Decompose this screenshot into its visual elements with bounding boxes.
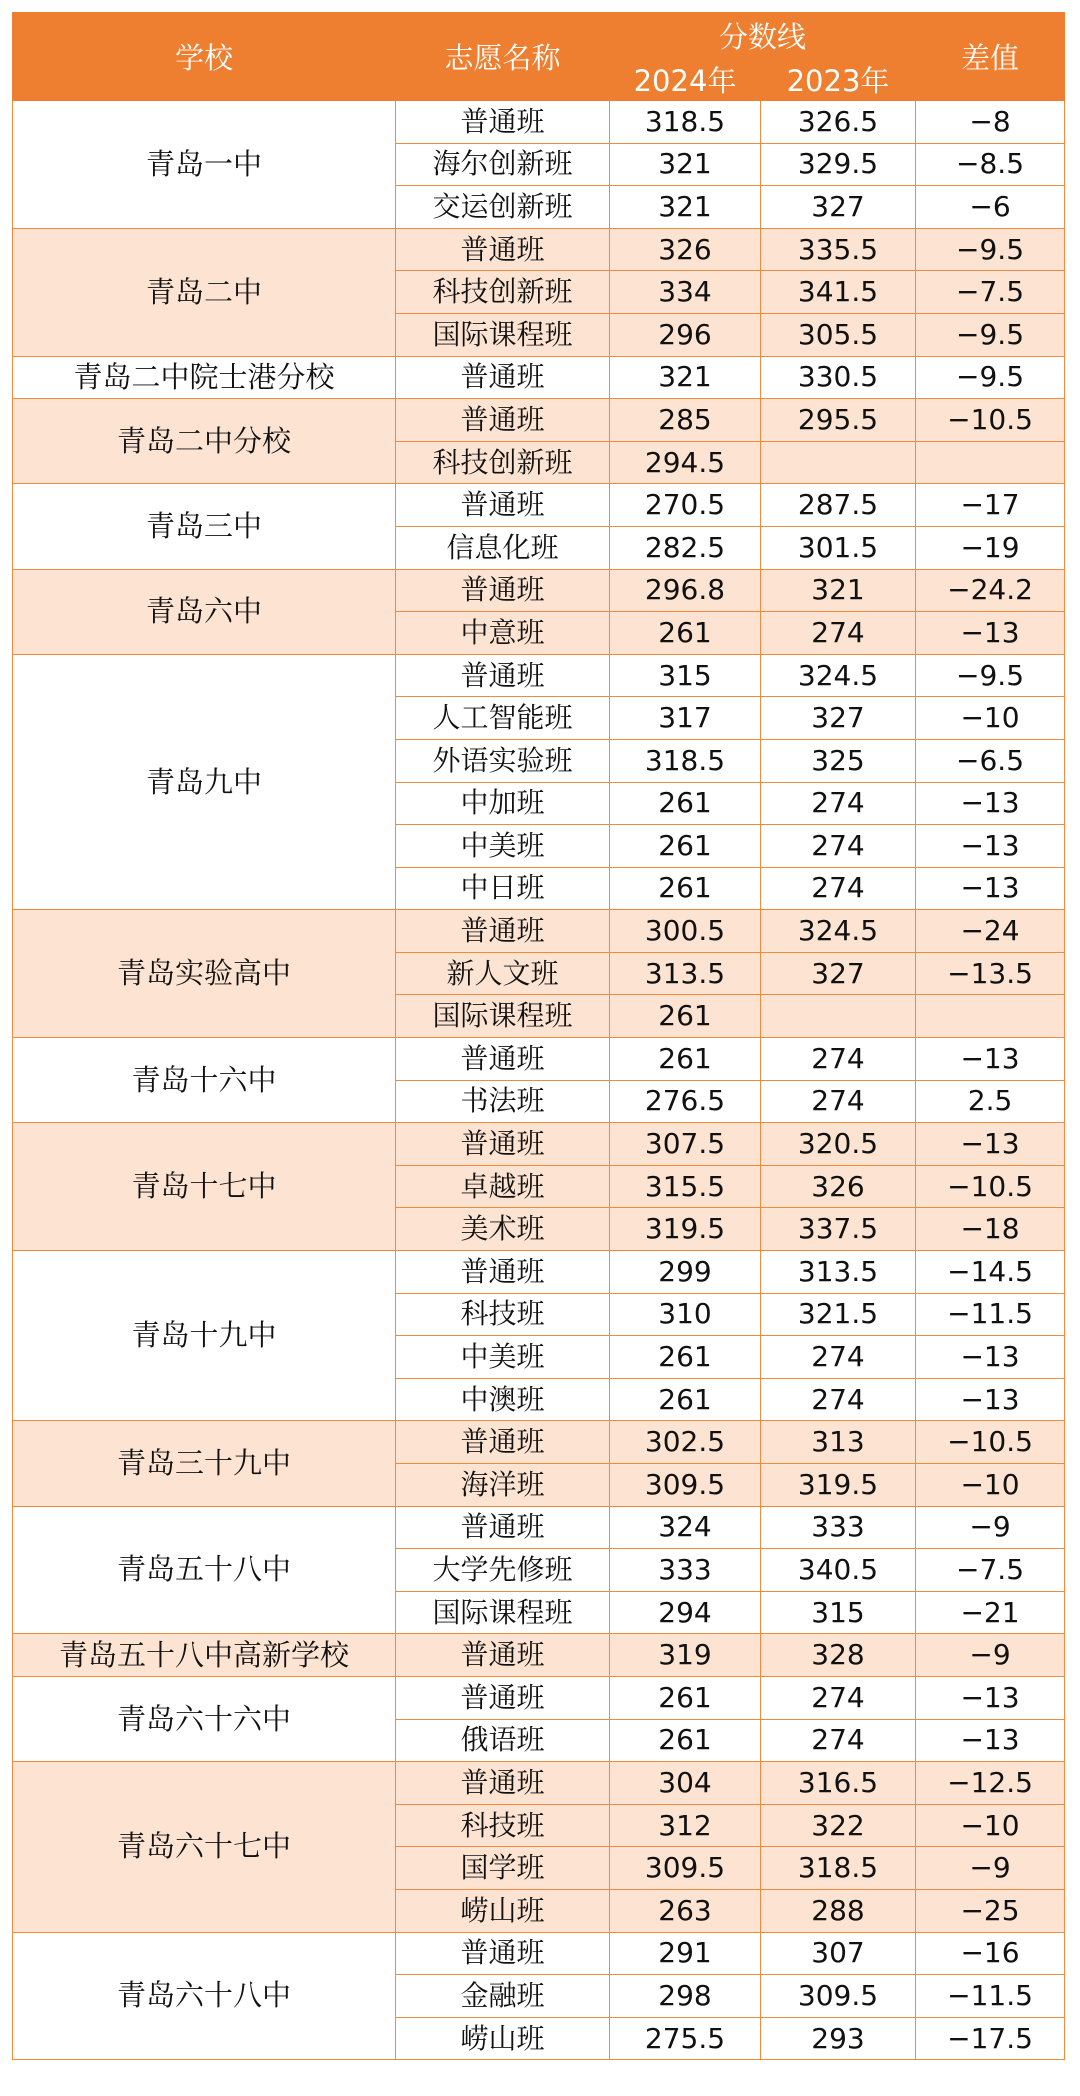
program-cell: 崂山班 bbox=[396, 2017, 610, 2060]
score-2024-cell: 318.5 bbox=[610, 101, 761, 144]
diff-cell: −13 bbox=[916, 1676, 1065, 1719]
score-2024-cell: 294 bbox=[610, 1591, 761, 1634]
score-2023-cell bbox=[761, 441, 916, 484]
diff-cell: −9.5 bbox=[916, 356, 1065, 399]
score-2023-cell: 324.5 bbox=[761, 654, 916, 697]
program-cell: 俄语班 bbox=[396, 1719, 610, 1762]
score-2024-cell: 302.5 bbox=[610, 1421, 761, 1464]
score-2024-cell: 261 bbox=[610, 1719, 761, 1762]
diff-cell: −10 bbox=[916, 1464, 1065, 1507]
score-2024-cell: 334 bbox=[610, 271, 761, 314]
score-2024-cell: 318.5 bbox=[610, 739, 761, 782]
diff-cell: −6 bbox=[916, 186, 1065, 229]
school-name-cell: 青岛十七中 bbox=[13, 1123, 396, 1251]
program-cell: 国际课程班 bbox=[396, 1591, 610, 1634]
score-2023-cell: 274 bbox=[761, 1378, 916, 1421]
diff-cell bbox=[916, 995, 1065, 1038]
program-cell: 外语实验班 bbox=[396, 739, 610, 782]
program-cell: 普通班 bbox=[396, 1762, 610, 1805]
program-cell: 新人文班 bbox=[396, 952, 610, 995]
score-2024-cell: 299 bbox=[610, 1251, 761, 1294]
program-cell: 崂山班 bbox=[396, 1889, 610, 1932]
diff-cell: −8.5 bbox=[916, 143, 1065, 186]
score-2023-cell: 340.5 bbox=[761, 1549, 916, 1592]
table-row bbox=[13, 356, 1065, 399]
table-row bbox=[13, 910, 1065, 953]
diff-cell: −19 bbox=[916, 526, 1065, 569]
diff-cell: −24.2 bbox=[916, 569, 1065, 612]
program-cell: 普通班 bbox=[396, 1251, 610, 1294]
score-2023-cell: 274 bbox=[761, 1336, 916, 1379]
program-cell: 科技班 bbox=[396, 1804, 610, 1847]
score-2024-cell: 317 bbox=[610, 697, 761, 740]
diff-cell: −10.5 bbox=[916, 399, 1065, 442]
school-name-cell: 青岛实验高中 bbox=[13, 910, 396, 1038]
diff-cell: −9 bbox=[916, 1506, 1065, 1549]
header-year-2023: 2023年 bbox=[761, 58, 916, 101]
diff-cell: −13 bbox=[916, 825, 1065, 868]
score-2024-cell: 310 bbox=[610, 1293, 761, 1336]
program-cell: 美术班 bbox=[396, 1208, 610, 1251]
score-2023-cell: 309.5 bbox=[761, 1975, 916, 2018]
table-row bbox=[13, 1421, 1065, 1464]
diff-cell: −9.5 bbox=[916, 228, 1065, 271]
score-2024-cell: 300.5 bbox=[610, 910, 761, 953]
score-2024-cell: 333 bbox=[610, 1549, 761, 1592]
score-2024-cell: 321 bbox=[610, 356, 761, 399]
program-cell: 普通班 bbox=[396, 484, 610, 527]
score-2023-cell: 313.5 bbox=[761, 1251, 916, 1294]
diff-cell: −9.5 bbox=[916, 654, 1065, 697]
school-name-cell: 青岛二中院士港分校 bbox=[13, 356, 396, 399]
score-2023-cell: 274 bbox=[761, 1080, 916, 1123]
diff-cell: −13 bbox=[916, 1336, 1065, 1379]
score-2024-cell: 294.5 bbox=[610, 441, 761, 484]
score-2023-cell: 324.5 bbox=[761, 910, 916, 953]
diff-cell: −8 bbox=[916, 101, 1065, 144]
program-cell: 普通班 bbox=[396, 1676, 610, 1719]
program-cell: 中美班 bbox=[396, 1336, 610, 1379]
diff-cell bbox=[916, 441, 1065, 484]
program-cell: 中日班 bbox=[396, 867, 610, 910]
diff-cell: −9 bbox=[916, 1634, 1065, 1677]
table-row bbox=[13, 101, 1065, 144]
program-cell: 普通班 bbox=[396, 910, 610, 953]
score-2023-cell: 274 bbox=[761, 867, 916, 910]
diff-cell: −13 bbox=[916, 1719, 1065, 1762]
score-2023-cell: 293 bbox=[761, 2017, 916, 2060]
program-cell: 中加班 bbox=[396, 782, 610, 825]
score-2023-cell: 307 bbox=[761, 1932, 916, 1975]
table-row bbox=[13, 1634, 1065, 1677]
program-cell: 普通班 bbox=[396, 1038, 610, 1081]
diff-cell: −17 bbox=[916, 484, 1065, 527]
program-cell: 普通班 bbox=[396, 399, 610, 442]
score-2024-cell: 282.5 bbox=[610, 526, 761, 569]
table-row bbox=[13, 569, 1065, 612]
score-2023-cell: 328 bbox=[761, 1634, 916, 1677]
program-cell: 大学先修班 bbox=[396, 1549, 610, 1592]
program-cell: 国际课程班 bbox=[396, 995, 610, 1038]
diff-cell: −17.5 bbox=[916, 2017, 1065, 2060]
score-2024-cell: 307.5 bbox=[610, 1123, 761, 1166]
header-score-line: 分数线 bbox=[610, 13, 916, 58]
diff-cell: −7.5 bbox=[916, 1549, 1065, 1592]
diff-cell: −24 bbox=[916, 910, 1065, 953]
table-row bbox=[13, 1123, 1065, 1166]
program-cell: 普通班 bbox=[396, 1421, 610, 1464]
score-2024-cell: 261 bbox=[610, 782, 761, 825]
program-cell: 普通班 bbox=[396, 356, 610, 399]
header-program: 志愿名称 bbox=[396, 13, 610, 101]
diff-cell: −16 bbox=[916, 1932, 1065, 1975]
diff-cell: −10.5 bbox=[916, 1165, 1065, 1208]
score-2023-cell: 335.5 bbox=[761, 228, 916, 271]
school-name-cell: 青岛六中 bbox=[13, 569, 396, 654]
program-cell: 科技创新班 bbox=[396, 441, 610, 484]
score-2023-cell: 321.5 bbox=[761, 1293, 916, 1336]
program-cell: 信息化班 bbox=[396, 526, 610, 569]
score-2023-cell: 327 bbox=[761, 697, 916, 740]
table-row bbox=[13, 1038, 1065, 1081]
school-name-cell: 青岛三中 bbox=[13, 484, 396, 569]
score-2024-cell: 312 bbox=[610, 1804, 761, 1847]
school-name-cell: 青岛六十六中 bbox=[13, 1676, 396, 1761]
score-2023-cell: 295.5 bbox=[761, 399, 916, 442]
school-name-cell: 青岛一中 bbox=[13, 101, 396, 229]
school-name-cell: 青岛五十八中 bbox=[13, 1506, 396, 1634]
score-2023-cell: 327 bbox=[761, 952, 916, 995]
school-name-cell: 青岛六十八中 bbox=[13, 1932, 396, 2060]
score-2024-cell: 276.5 bbox=[610, 1080, 761, 1123]
score-2024-cell: 315.5 bbox=[610, 1165, 761, 1208]
score-2024-cell: 313.5 bbox=[610, 952, 761, 995]
diff-cell: −12.5 bbox=[916, 1762, 1065, 1805]
score-table-container bbox=[12, 12, 1064, 2060]
score-2024-cell: 261 bbox=[610, 995, 761, 1038]
school-name-cell: 青岛二中 bbox=[13, 228, 396, 356]
score-2024-cell: 261 bbox=[610, 867, 761, 910]
program-cell: 书法班 bbox=[396, 1080, 610, 1123]
score-2024-cell: 304 bbox=[610, 1762, 761, 1805]
table-row bbox=[13, 1932, 1065, 1975]
diff-cell: 2.5 bbox=[916, 1080, 1065, 1123]
program-cell: 普通班 bbox=[396, 569, 610, 612]
diff-cell: −13 bbox=[916, 782, 1065, 825]
diff-cell: −13 bbox=[916, 1123, 1065, 1166]
score-2023-cell: 318.5 bbox=[761, 1847, 916, 1890]
diff-cell: −6.5 bbox=[916, 739, 1065, 782]
diff-cell: −13.5 bbox=[916, 952, 1065, 995]
score-2024-cell: 275.5 bbox=[610, 2017, 761, 2060]
header-diff: 差值 bbox=[916, 13, 1065, 101]
program-cell: 中美班 bbox=[396, 825, 610, 868]
score-2023-cell: 288 bbox=[761, 1889, 916, 1932]
score-2024-cell: 285 bbox=[610, 399, 761, 442]
program-cell: 国学班 bbox=[396, 1847, 610, 1890]
score-2023-cell: 287.5 bbox=[761, 484, 916, 527]
score-2023-cell: 274 bbox=[761, 825, 916, 868]
program-cell: 海洋班 bbox=[396, 1464, 610, 1507]
program-cell: 海尔创新班 bbox=[396, 143, 610, 186]
score-2023-cell: 321 bbox=[761, 569, 916, 612]
program-cell: 科技班 bbox=[396, 1293, 610, 1336]
table-row bbox=[13, 1506, 1065, 1549]
table-row bbox=[13, 399, 1065, 442]
score-2024-cell: 321 bbox=[610, 143, 761, 186]
program-cell: 国际课程班 bbox=[396, 313, 610, 356]
score-2024-cell: 261 bbox=[610, 1378, 761, 1421]
table-row bbox=[13, 654, 1065, 697]
table-row bbox=[13, 1762, 1065, 1805]
score-2024-cell: 261 bbox=[610, 612, 761, 655]
program-cell: 普通班 bbox=[396, 1932, 610, 1975]
score-2024-cell: 309.5 bbox=[610, 1464, 761, 1507]
diff-cell: −21 bbox=[916, 1591, 1065, 1634]
score-2023-cell: 326 bbox=[761, 1165, 916, 1208]
school-name-cell: 青岛二中分校 bbox=[13, 399, 396, 484]
score-2023-cell: 274 bbox=[761, 1038, 916, 1081]
diff-cell: −14.5 bbox=[916, 1251, 1065, 1294]
diff-cell: −18 bbox=[916, 1208, 1065, 1251]
score-2023-cell: 274 bbox=[761, 1719, 916, 1762]
score-2024-cell: 324 bbox=[610, 1506, 761, 1549]
program-cell: 普通班 bbox=[396, 101, 610, 144]
score-2023-cell: 274 bbox=[761, 612, 916, 655]
score-2023-cell: 274 bbox=[761, 1676, 916, 1719]
header-year-2024: 2024年 bbox=[610, 58, 761, 101]
program-cell: 普通班 bbox=[396, 1634, 610, 1677]
diff-cell: −11.5 bbox=[916, 1293, 1065, 1336]
diff-cell: −13 bbox=[916, 612, 1065, 655]
score-2024-cell: 296 bbox=[610, 313, 761, 356]
score-2023-cell: 325 bbox=[761, 739, 916, 782]
diff-cell: −10 bbox=[916, 1804, 1065, 1847]
program-cell: 人工智能班 bbox=[396, 697, 610, 740]
score-2024-cell: 261 bbox=[610, 825, 761, 868]
score-2024-cell: 270.5 bbox=[610, 484, 761, 527]
score-2024-cell: 291 bbox=[610, 1932, 761, 1975]
program-cell: 普通班 bbox=[396, 1123, 610, 1166]
score-2023-cell: 326.5 bbox=[761, 101, 916, 144]
program-cell: 普通班 bbox=[396, 654, 610, 697]
header-school: 学校 bbox=[13, 13, 396, 101]
score-2023-cell: 313 bbox=[761, 1421, 916, 1464]
school-name-cell: 青岛三十九中 bbox=[13, 1421, 396, 1506]
table-row bbox=[13, 228, 1065, 271]
score-2023-cell: 305.5 bbox=[761, 313, 916, 356]
diff-cell: −9 bbox=[916, 1847, 1065, 1890]
score-2023-cell: 320.5 bbox=[761, 1123, 916, 1166]
school-name-cell: 青岛十九中 bbox=[13, 1251, 396, 1421]
score-2024-cell: 261 bbox=[610, 1038, 761, 1081]
score-2024-cell: 298 bbox=[610, 1975, 761, 2018]
score-2024-cell: 261 bbox=[610, 1336, 761, 1379]
score-2024-cell: 296.8 bbox=[610, 569, 761, 612]
school-name-cell: 青岛六十七中 bbox=[13, 1762, 396, 1932]
score-2023-cell: 274 bbox=[761, 782, 916, 825]
score-2023-cell: 316.5 bbox=[761, 1762, 916, 1805]
program-cell: 金融班 bbox=[396, 1975, 610, 2018]
score-2023-cell: 319.5 bbox=[761, 1464, 916, 1507]
program-cell: 普通班 bbox=[396, 1506, 610, 1549]
diff-cell: −25 bbox=[916, 1889, 1065, 1932]
school-name-cell: 青岛十六中 bbox=[13, 1038, 396, 1123]
score-2024-cell: 319 bbox=[610, 1634, 761, 1677]
diff-cell: −13 bbox=[916, 1378, 1065, 1421]
program-cell: 卓越班 bbox=[396, 1165, 610, 1208]
table-row bbox=[13, 1251, 1065, 1294]
diff-cell: −13 bbox=[916, 1038, 1065, 1081]
score-2024-cell: 315 bbox=[610, 654, 761, 697]
score-2023-cell bbox=[761, 995, 916, 1038]
score-2024-cell: 326 bbox=[610, 228, 761, 271]
score-2023-cell: 333 bbox=[761, 1506, 916, 1549]
score-2023-cell: 329.5 bbox=[761, 143, 916, 186]
score-2024-cell: 321 bbox=[610, 186, 761, 229]
score-2023-cell: 330.5 bbox=[761, 356, 916, 399]
score-2024-cell: 309.5 bbox=[610, 1847, 761, 1890]
school-name-cell: 青岛五十八中高新学校 bbox=[13, 1634, 396, 1677]
table-row bbox=[13, 1676, 1065, 1719]
program-cell: 科技创新班 bbox=[396, 271, 610, 314]
score-2023-cell: 341.5 bbox=[761, 271, 916, 314]
diff-cell: −7.5 bbox=[916, 271, 1065, 314]
diff-cell: −11.5 bbox=[916, 1975, 1065, 2018]
diff-cell: −13 bbox=[916, 867, 1065, 910]
school-name-cell: 青岛九中 bbox=[13, 654, 396, 910]
score-2023-cell: 322 bbox=[761, 1804, 916, 1847]
program-cell: 中意班 bbox=[396, 612, 610, 655]
diff-cell: −9.5 bbox=[916, 313, 1065, 356]
score-table bbox=[12, 12, 1065, 2060]
score-2023-cell: 337.5 bbox=[761, 1208, 916, 1251]
table-row bbox=[13, 484, 1065, 527]
score-2024-cell: 263 bbox=[610, 1889, 761, 1932]
table-body bbox=[13, 101, 1065, 2060]
program-cell: 普通班 bbox=[396, 228, 610, 271]
score-2023-cell: 301.5 bbox=[761, 526, 916, 569]
score-2024-cell: 261 bbox=[610, 1676, 761, 1719]
score-2024-cell: 319.5 bbox=[610, 1208, 761, 1251]
program-cell: 中澳班 bbox=[396, 1378, 610, 1421]
diff-cell: −10.5 bbox=[916, 1421, 1065, 1464]
table-header bbox=[13, 13, 1065, 101]
diff-cell: −10 bbox=[916, 697, 1065, 740]
score-2023-cell: 327 bbox=[761, 186, 916, 229]
score-2023-cell: 315 bbox=[761, 1591, 916, 1634]
program-cell: 交运创新班 bbox=[396, 186, 610, 229]
